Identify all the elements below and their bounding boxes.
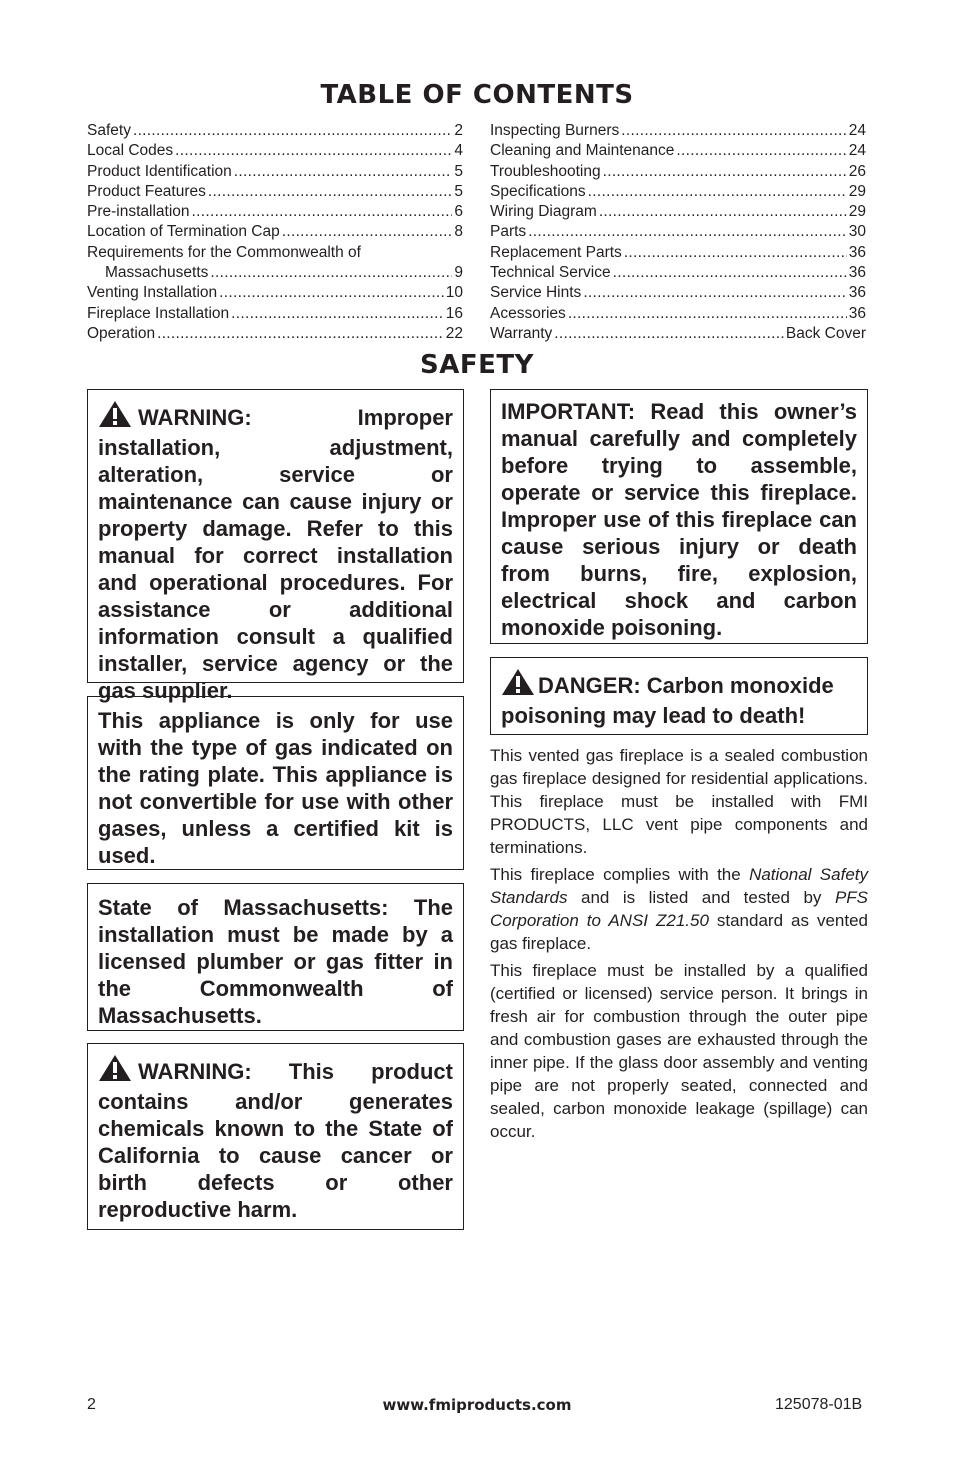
warning-text: WARNING: This product contains and/or generates chemicals known to the State of California to cause cancer or birth defects or other reproductive harm. [98, 1059, 453, 1222]
toc-entry[interactable]: Product Features . . . 5 [87, 182, 463, 202]
toc-entry[interactable]: Acessories . . . 36 [490, 304, 866, 324]
warning-box-improper-installation [87, 389, 464, 703]
toc-entry[interactable]: Troubleshooting . . . 26 [490, 162, 866, 182]
warning-box-prop65 [87, 1043, 464, 1230]
toc-left-column [87, 121, 463, 344]
warning-text: WARNING: Improper installation, adjustment, alteration, service or maintenance can cause injury or property damage. Refer to this manual for correct installation and operational procedures. For assistance or additional information consult a qualified installer, service agency or the gas supplier. [98, 405, 453, 703]
safety-body-text [490, 744, 868, 1147]
important-notice-box [490, 389, 868, 644]
toc-entry[interactable]: Operation . . . 22 [87, 324, 463, 344]
toc-entry[interactable]: Product Identification . . . 5 [87, 162, 463, 182]
warning-triangle-icon [98, 400, 132, 434]
toc-title: TABLE OF CONTENTS [320, 80, 634, 110]
toc-entry[interactable]: Fireplace Installation . . . 16 [87, 304, 463, 324]
danger-box [490, 657, 868, 735]
paragraph: This fireplace must be installed by a qualified (certified or licensed) service person. It brings in fresh air for combustion through the outer pipe and combustion gases are exhausted through the inner pipe. If the glass door assembly and venting pipe are not properly seated, connected and sealed, carbon monoxide leakage (spillage) can occur. [490, 961, 868, 1141]
gas-type-notice-text: This appliance is only for use with the type of gas indicated on the rating plate. This appliance is not convertible for use with other gases, unless a certified kit is used. [98, 708, 453, 868]
warning-triangle-icon [501, 668, 535, 702]
toc-entry[interactable]: Parts . . . 30 [490, 222, 866, 242]
toc-entry[interactable]: Technical Service . . . 36 [490, 263, 866, 283]
toc-entry[interactable]: Service Hints . . . 36 [490, 283, 866, 303]
toc-right-column [490, 121, 866, 344]
toc-entry[interactable]: Requirements for the Commonwealth of [87, 243, 361, 261]
website-link[interactable]: www.fmiproducts.com [382, 1396, 572, 1414]
document-number: 125078-01B [775, 1396, 863, 1413]
massachusetts-notice-text: State of Massachusetts: The installation must be made by a licensed plumber or gas fitter in the Commonwealth of Massachusetts. [98, 895, 453, 1028]
toc-entry[interactable]: Warranty . . . Back Cover [490, 324, 866, 344]
toc-entry[interactable]: Wiring Diagram . . . 29 [490, 202, 866, 222]
danger-text: DANGER: Carbon monoxide poisoning may lead to death! [501, 673, 834, 728]
toc-entry[interactable]: Replacement Parts . . . 36 [490, 243, 866, 263]
page-number: 2 [87, 1396, 96, 1413]
toc-entry[interactable]: Massachusetts . . . 9 [87, 263, 463, 283]
massachusetts-notice-box [87, 883, 464, 1031]
toc-entry[interactable]: Inspecting Burners . . . 24 [490, 121, 866, 141]
paragraph: This fireplace complies with the National Safety Standards and is listed and tested by PFS Corporation to ANSI Z21.50 standard as vented gas fireplace. [490, 865, 868, 953]
toc-entry[interactable]: Cleaning and Maintenance . . . 24 [490, 141, 866, 161]
important-notice-text: IMPORTANT: Read this owner’s manual carefully and completely before trying to assemble, operate or service this fireplace. Improper use of this fireplace can cause serious injury or death from burns, fire, explosion, electrical shock and carbon monoxide poisoning. [501, 399, 857, 640]
toc-entry[interactable]: Safety . . . 2 [87, 121, 463, 141]
paragraph: This vented gas fireplace is a sealed combustion gas fireplace designed for residential applications. This fireplace must be installed with FMI PRODUCTS, LLC vent pipe components and terminations. [490, 746, 868, 857]
toc-entry[interactable]: Pre-installation . . . 6 [87, 202, 463, 222]
toc-entry[interactable]: Local Codes . . . 4 [87, 141, 463, 161]
toc-entry[interactable]: Venting Installation . . . 10 [87, 283, 463, 303]
toc-entry[interactable]: Location of Termination Cap . . . 8 [87, 222, 463, 242]
safety-heading: SAFETY [420, 350, 534, 380]
toc-entry[interactable]: Specifications . . . 29 [490, 182, 866, 202]
warning-triangle-icon [98, 1054, 132, 1088]
gas-type-notice-box [87, 696, 464, 870]
